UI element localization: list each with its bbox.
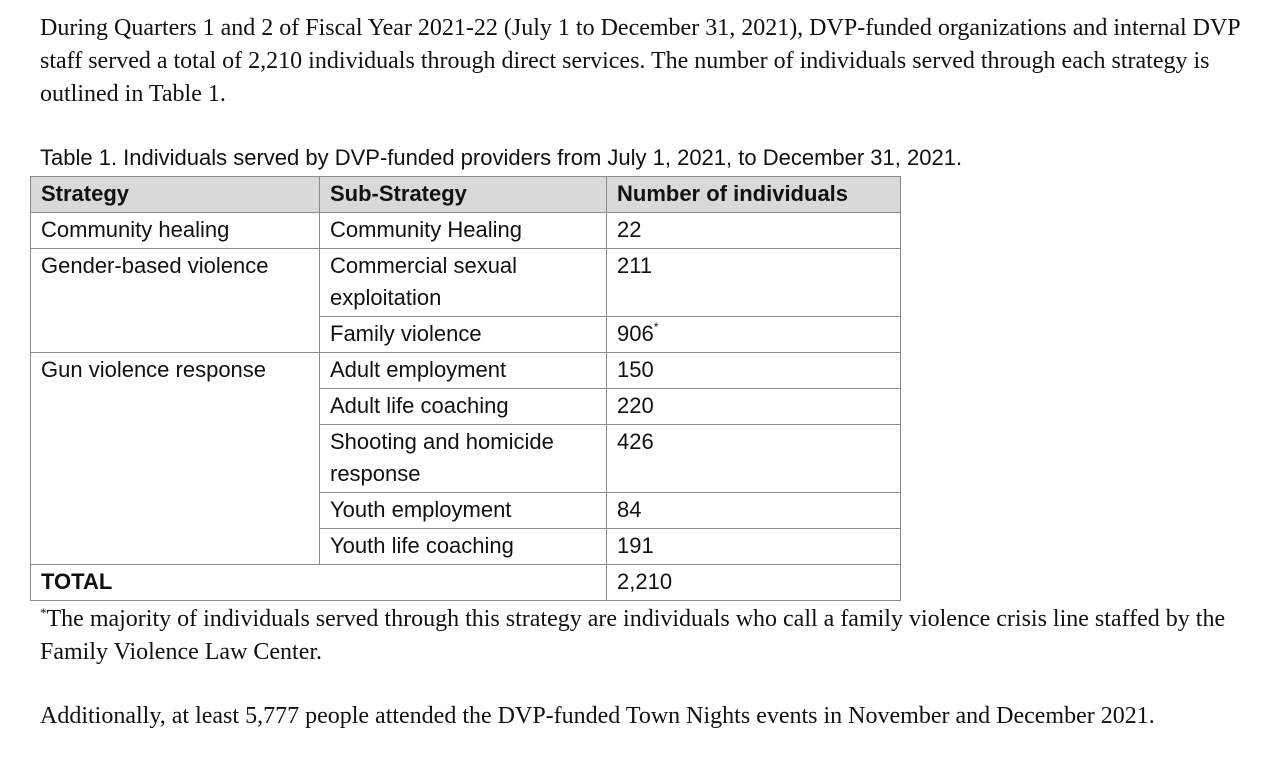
strategy-cell: Gender-based violence <box>31 249 320 317</box>
footnote-mark: * <box>40 605 47 620</box>
sub-strategy-cell: Commercial sexual exploitation <box>320 249 607 317</box>
sub-strategy-cell: Shooting and homicide response <box>320 425 607 493</box>
table-row <box>31 493 901 529</box>
table-row <box>31 249 901 317</box>
sub-strategy-cell: Family violence <box>320 317 607 353</box>
footnote-text: The majority of individuals served through this strategy are individuals who call a family violence crisis line staffed by the Family Violence Law Center. <box>40 606 1226 665</box>
table-row <box>31 389 901 425</box>
table-row <box>31 353 901 389</box>
number-cell: 426 <box>607 425 901 493</box>
total-row <box>31 565 901 601</box>
table-row <box>31 317 901 353</box>
number-cell: 22 <box>607 213 901 249</box>
header-number: Number of individuals <box>607 177 901 213</box>
table-caption: Table 1. Individuals served by DVP-funded providers from July 1, 2021, to December 31, 2021. <box>40 145 963 170</box>
strategy-cell: Community healing <box>31 213 320 249</box>
strategy-cell <box>31 493 320 529</box>
closing-paragraph: Additionally, at least 5,777 people attended the DVP-funded Town Nights events in November and December 2021. <box>40 703 1155 729</box>
footnote <box>40 603 1260 669</box>
sub-strategy-cell: Youth life coaching <box>320 529 607 565</box>
strategy-cell <box>31 529 320 565</box>
table-row <box>31 529 901 565</box>
footnote-mark: * <box>653 319 659 334</box>
table-header-row <box>31 177 901 213</box>
number-cell: 191 <box>607 529 901 565</box>
strategy-cell <box>31 317 320 353</box>
table-row <box>31 425 901 493</box>
strategy-cell <box>31 425 320 493</box>
strategy-cell <box>31 389 320 425</box>
intro-paragraph: During Quarters 1 and 2 of Fiscal Year 2021-22 (July 1 to December 31, 2021), DVP-funded organizations and internal DVP staff served a total of 2,210 individuals through direct services. The number of individuals served through each strategy is outlined in Table 1. <box>40 15 1240 107</box>
table-row <box>31 213 901 249</box>
total-label: TOTAL <box>31 565 607 601</box>
header-sub-strategy: Sub-Strategy <box>320 177 607 213</box>
total-number: 2,210 <box>607 565 901 601</box>
sub-strategy-cell: Adult employment <box>320 353 607 389</box>
number-cell: 220 <box>607 389 901 425</box>
individuals-served-table <box>30 176 901 601</box>
header-strategy: Strategy <box>31 177 320 213</box>
number-cell: 150 <box>607 353 901 389</box>
sub-strategy-cell: Adult life coaching <box>320 389 607 425</box>
sub-strategy-cell: Youth employment <box>320 493 607 529</box>
number-cell: 84 <box>607 493 901 529</box>
number-cell <box>607 317 901 353</box>
strategy-cell: Gun violence response <box>31 353 320 389</box>
number-value: 906 <box>617 321 654 346</box>
number-cell: 211 <box>607 249 901 317</box>
sub-strategy-cell: Community Healing <box>320 213 607 249</box>
